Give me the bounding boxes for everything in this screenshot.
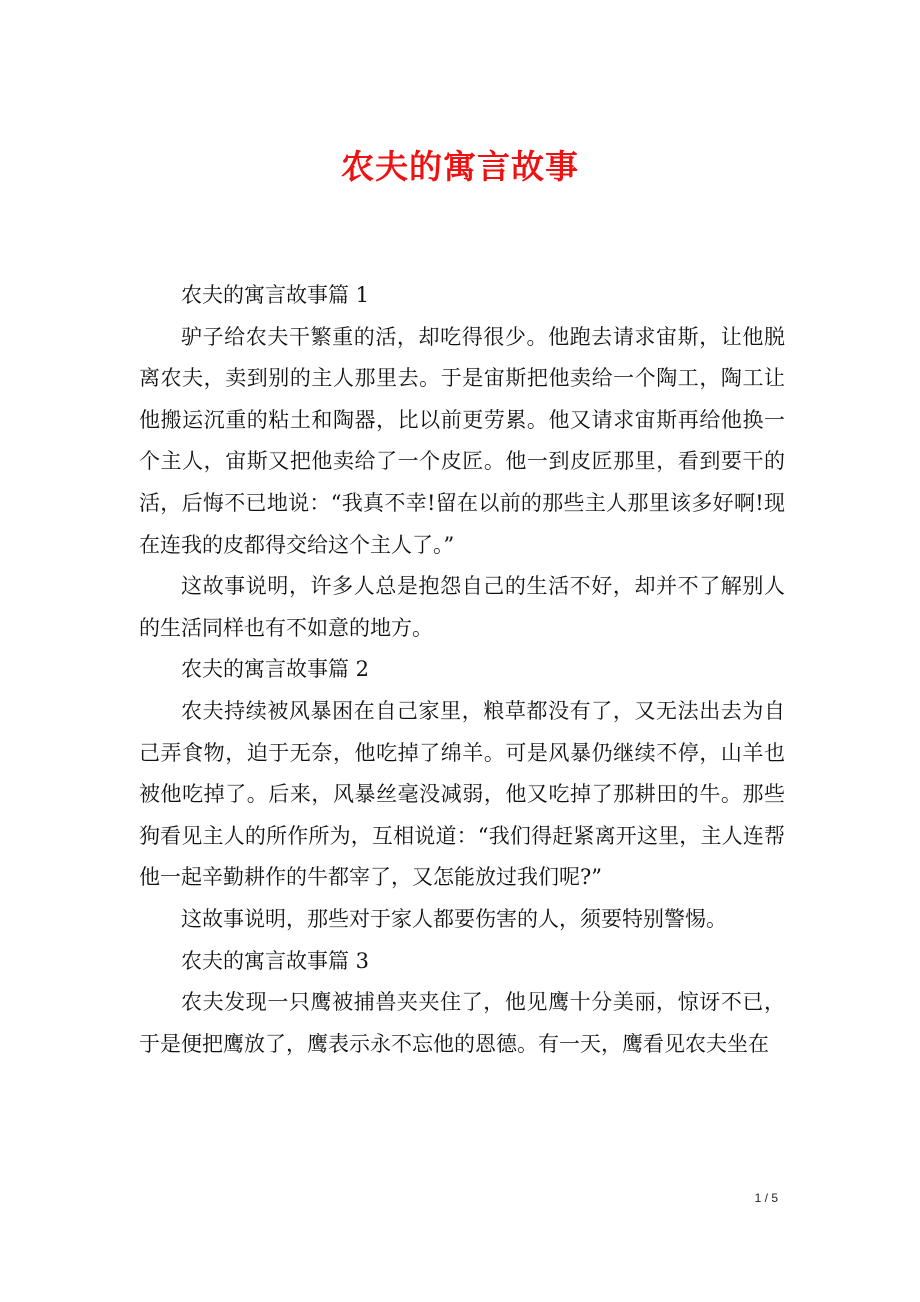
section-heading-3: 农夫的寓言故事篇 3 bbox=[181, 948, 370, 973]
document-body bbox=[139, 275, 785, 1065]
paragraph: 驴子给农夫干繁重的活，却吃得很少。他跑去请求宙斯，让他脱离农夫，卖到别的主人那里去。于是宙斯把他卖给一个陶工，陶工让他搬运沉重的粘土和陶器，比以前更劳累。他又请求宙斯再给他换一个主人，宙斯又把他卖给了一个皮匠。他一到皮匠那里，看到要干的活，后悔不已地说：“我真不幸!留在以前的那些主人那里该多好啊!现在连我的皮都得交给这个主人了。” bbox=[139, 324, 785, 557]
section-heading-1: 农夫的寓言故事篇 1 bbox=[181, 283, 370, 307]
paragraph: 农夫持续被风暴困在自己家里，粮草都没有了，又无法出去为自己弄食物，迫于无奈，他吃掉了绵羊。可是风暴仍继续不停，山羊也被他吃掉了。后来，风暴丝毫没减弱，他又吃掉了那耕田的牛。那些狗看见主人的所作所为，互相说道：“我们得赶紧离开这里，主人连帮他一起辛勤耕作的牛都宰了，又怎能放过我们呢?” bbox=[139, 698, 785, 890]
paragraph: 农夫发现一只鹰被捕兽夹夹住了，他见鹰十分美丽，惊讶不已，于是便把鹰放了，鹰表示永不忘他的恩德。有一天，鹰看见农夫坐在 bbox=[139, 990, 785, 1056]
paragraph: 这故事说明，许多人总是抱怨自己的生活不好，却并不了解别人的生活同样也有不如意的地方。 bbox=[139, 574, 785, 640]
section-heading-2: 农夫的寓言故事篇 2 bbox=[181, 657, 370, 682]
document-title: 农夫的寓言故事 bbox=[341, 147, 579, 186]
page-number: 1 / 5 bbox=[754, 1191, 778, 1205]
paragraph: 这故事说明，那些对于家人都要伤害的人，须要特别警惕。 bbox=[181, 906, 727, 931]
